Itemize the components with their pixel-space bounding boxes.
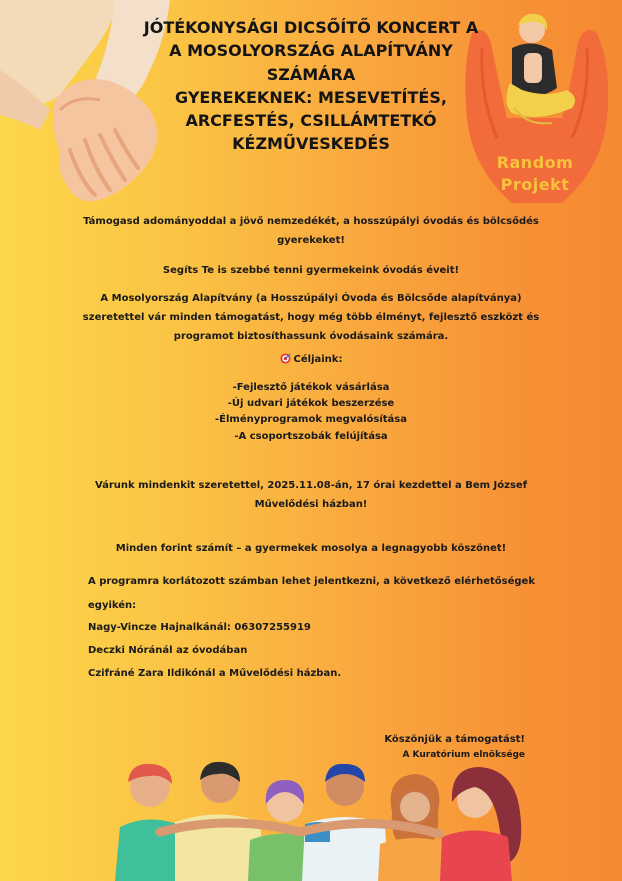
invite-line: Várunk mindenkit szeretettel, 2025.11.08-án, 17 órai kezdettel a Bem József — [94, 480, 528, 491]
contact-line: Czifráné Zara Ildikónál a Művelődési házban. — [88, 668, 342, 679]
title-line: SZÁMÁRA — [266, 64, 356, 84]
goal-item: -Új udvari játékok beszerzése — [227, 398, 395, 409]
logo-line-1: Random — [496, 153, 574, 172]
contact-line: Deczki Nóránál az óvodában — [88, 645, 248, 656]
goal-item: -A csoportszobák felújítása — [234, 431, 388, 442]
goals-heading — [0, 350, 622, 370]
title-line: ARCFESTÉS, CSILLÁMTETKÓ — [185, 111, 437, 131]
title-line: GYEREKEKNEK: MESEVETÍTÉS, — [175, 87, 447, 107]
closing-thanks: Köszönjük a támogatást! — [384, 734, 525, 745]
intro-line: Támogasd adományoddal a jövő nemzedékét, a hosszúpályi óvodás és bölcsődés — [83, 216, 539, 227]
registration-line: A programra korlátozott számban lehet jelentkezni, a következő elérhetőségek — [88, 576, 535, 587]
title-line: JÓTÉKONYSÁGI DICSŐÍTŐ KONCERT A — [143, 18, 479, 37]
registration-line: egyikén: — [88, 600, 137, 611]
foundation-line: szeretettel vár minden támogatást, hogy még több élményt, fejlesztő eszközt és — [82, 312, 540, 323]
title-line: A MOSOLYORSZÁG ALAPÍTVÁNY — [169, 41, 453, 61]
help-line: Segíts Te is szebbé tenni gyermekeink óvodás éveit! — [162, 265, 460, 276]
intro-line: gyerekeket! — [277, 235, 345, 246]
motto-line: Minden forint számít – a gyermekek mosolya a legnagyobb köszönet! — [115, 543, 507, 554]
contact-line: Nagy-Vincze Hajnalkánál: 06307255919 — [88, 622, 311, 633]
foundation-line: A Mosolyország Alapítvány (a Hosszúpályi Óvoda és Bölcsőde alapítványa) — [100, 293, 522, 304]
event-title — [110, 16, 512, 156]
children-group-illustration — [80, 752, 550, 881]
logo-wordmark — [470, 152, 600, 196]
goal-item: -Fejlesztő játékok vásárlása — [232, 382, 390, 393]
invite-line: Művelődési házban! — [254, 499, 368, 510]
target-icon — [280, 353, 291, 364]
title-line: KÉZMŰVESKEDÉS — [232, 134, 390, 154]
foundation-line: programot biztosíthassunk óvodásaink számára. — [173, 331, 449, 342]
goal-item: -Élményprogramok megvalósítása — [214, 414, 407, 425]
closing-signature: A Kuratórium elnöksége — [402, 750, 525, 760]
logo-line-2: Projekt — [500, 175, 570, 194]
goals-heading-text: Céljaink: — [293, 354, 343, 365]
